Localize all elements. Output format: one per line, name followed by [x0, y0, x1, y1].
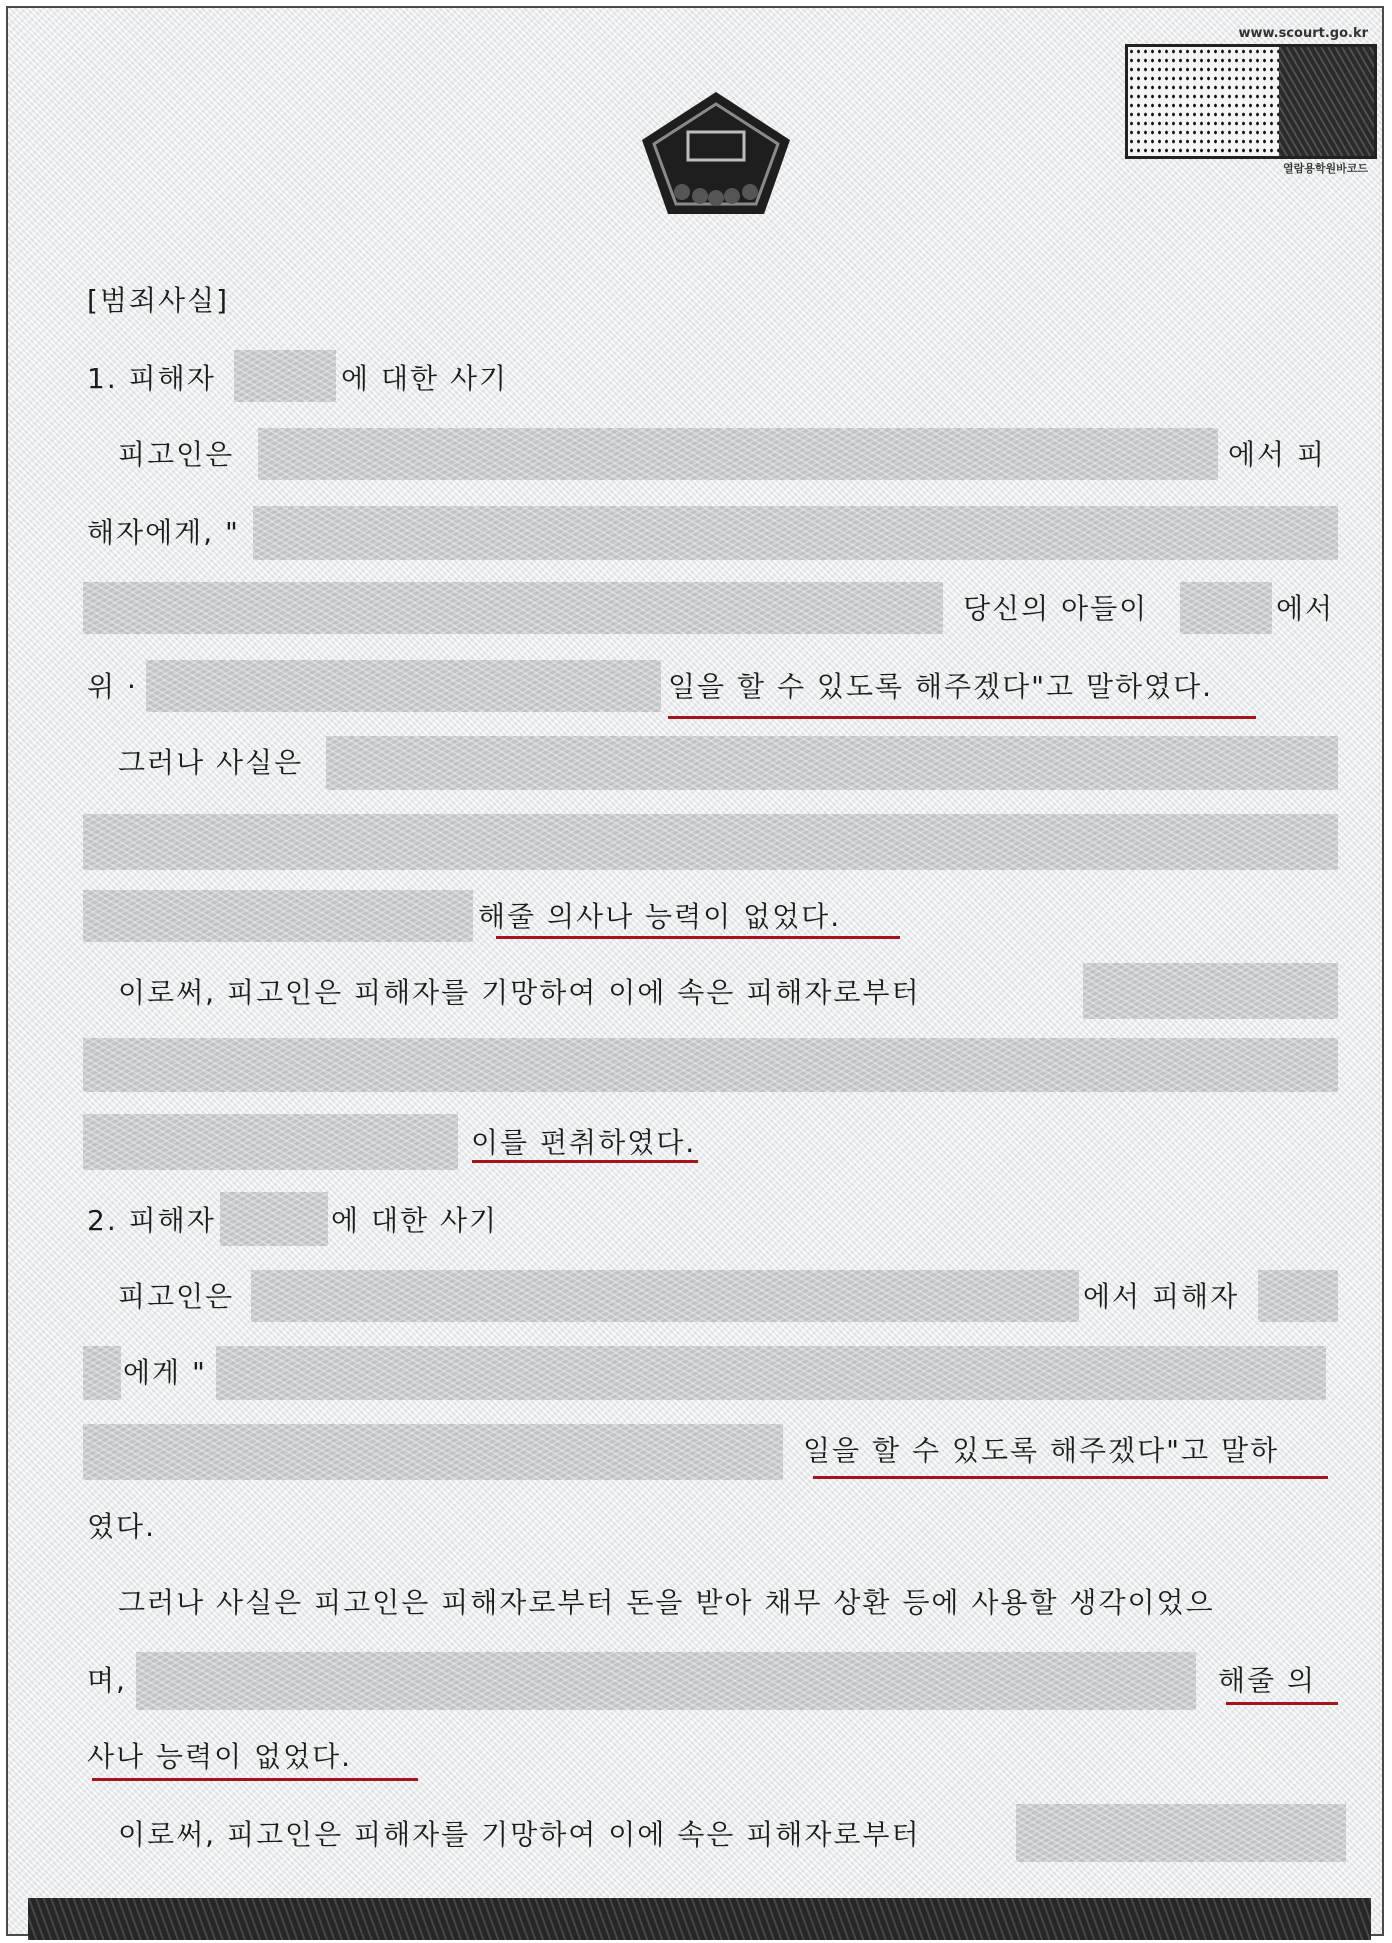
qr-caption: 열람용학원바코드 — [1282, 162, 1368, 175]
count2-p4: 였다. — [87, 1510, 156, 1543]
count2-p8: 이로써, 피고인은 피해자를 기망하여 이에 속은 피해자로부터 — [118, 1818, 921, 1851]
redaction-block — [83, 1038, 1338, 1092]
redaction-block — [83, 1424, 783, 1480]
red-underline — [1226, 1702, 1338, 1705]
redaction-block — [234, 350, 336, 402]
count2-heading-suffix: 에 대한 사기 — [331, 1204, 499, 1237]
count1-p7-end: 해줄 의사나 능력이 없었다. — [478, 900, 842, 933]
footer-bar — [28, 1898, 1371, 1940]
count2-p2-start: 에게 " — [123, 1356, 207, 1389]
court-emblem-icon — [636, 88, 796, 220]
redaction-block — [216, 1346, 1326, 1400]
count1-p1-start: 피고인은 — [118, 438, 235, 471]
redaction-block — [220, 1192, 328, 1246]
redaction-block — [251, 1270, 1079, 1322]
qr-code-box — [1125, 44, 1377, 159]
red-underline — [813, 1476, 1328, 1479]
count2-heading-prefix: 2. 피해자 — [87, 1204, 216, 1237]
document-page — [6, 6, 1384, 1936]
redaction-block — [146, 660, 661, 712]
count1-p5-start: 그러나 사실은 — [118, 746, 304, 779]
court-url: www.scourt.go.kr — [1238, 26, 1368, 41]
count1-p8: 이로써, 피고인은 피해자를 기망하여 이에 속은 피해자로부터 — [118, 976, 921, 1009]
count1-p1-end: 에서 피 — [1228, 438, 1327, 471]
redaction-block — [1180, 582, 1272, 634]
count1-p4-start: 위 · — [87, 670, 138, 703]
count1-p4-end: 일을 할 수 있도록 해주겠다"고 말하였다. — [668, 670, 1214, 703]
redaction-block — [1016, 1804, 1346, 1862]
count1-p3-mid: 당신의 아들이 — [963, 592, 1149, 625]
red-underline — [472, 1160, 698, 1163]
redaction-block — [136, 1652, 1196, 1710]
redaction-block — [1083, 963, 1338, 1019]
count2-p6-start: 며, — [87, 1664, 127, 1697]
red-underline — [496, 936, 900, 939]
redaction-block — [83, 1114, 458, 1170]
qr-code-dark-block — [1279, 47, 1374, 156]
count2-p5: 그러나 사실은 피고인은 피해자로부터 돈을 받아 채무 상환 등에 사용할 생각이었으 — [118, 1586, 1215, 1619]
section-title: [범죄사실] — [87, 284, 230, 317]
count1-p10-end: 이를 편취하였다. — [471, 1126, 697, 1159]
count1-heading-suffix: 에 대한 사기 — [341, 362, 509, 395]
count2-p1-end: 에서 피해자 — [1083, 1280, 1240, 1313]
count1-heading-prefix: 1. 피해자 — [87, 362, 216, 395]
count1-p2-start: 해자에게, " — [87, 516, 240, 549]
redaction-block — [1258, 1270, 1338, 1322]
count1-p3-end: 에서 — [1276, 592, 1335, 625]
red-underline — [92, 1778, 418, 1781]
redaction-block — [83, 814, 1338, 870]
count2-p1-start: 피고인은 — [118, 1280, 235, 1313]
redaction-block — [253, 506, 1338, 560]
red-underline — [668, 716, 1256, 719]
redaction-block — [83, 582, 943, 634]
redaction-block — [83, 890, 473, 942]
redaction-block — [258, 428, 1218, 480]
count2-p6-end: 해줄 의 — [1218, 1664, 1317, 1697]
redaction-block — [83, 1346, 121, 1400]
count2-p3-end: 일을 할 수 있도록 해주겠다"고 말하 — [803, 1434, 1280, 1467]
count2-p7: 사나 능력이 없었다. — [87, 1740, 353, 1773]
redaction-block — [326, 736, 1338, 790]
